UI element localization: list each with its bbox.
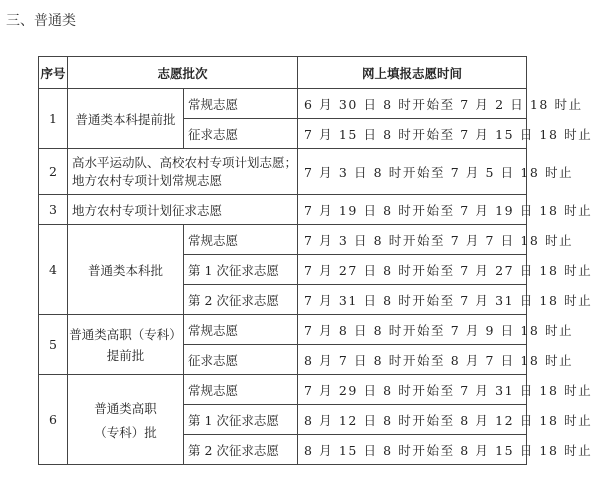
admission-schedule-table: [38, 56, 592, 465]
table-row: [39, 195, 527, 225]
fill-time: 8 月 15 日 8 时开始至 8 月 15 日 18 时止: [298, 435, 527, 465]
volunteer-type: 第 2 次征求志愿: [184, 285, 298, 315]
batch-name: 普通类本科批: [68, 225, 184, 315]
batch-name: 高水平运动队、高校农村专项计划志愿；地方农村专项计划常规志愿: [68, 149, 298, 195]
fill-time: 7 月 3 日 8 时开始至 7 月 7 日 18 时止: [298, 225, 527, 255]
row-number: 2: [39, 149, 68, 195]
fill-time: 8 月 7 日 8 时开始至 8 月 7 日 18 时止: [298, 345, 527, 375]
fill-time: 7 月 15 日 8 时开始至 7 月 15 日 18 时止: [298, 119, 527, 149]
batch-name: [68, 375, 184, 465]
fill-time: 7 月 3 日 8 时开始至 7 月 5 日 18 时止: [298, 149, 527, 195]
batch-name: 地方农村专项计划征求志愿: [68, 195, 298, 225]
volunteer-type: 第 1 次征求志愿: [184, 405, 298, 435]
row-number: 1: [39, 89, 68, 149]
section-title: 三、普通类: [6, 13, 76, 29]
batch-name-line: （专科）批: [94, 424, 157, 440]
row-number: 4: [39, 225, 68, 315]
batch-name-line: 普通类高职: [94, 400, 157, 416]
row-number: 3: [39, 195, 68, 225]
volunteer-type: 第 1 次征求志愿: [184, 255, 298, 285]
table-row: [39, 225, 527, 255]
table-row: [39, 149, 527, 195]
row-number: 5: [39, 315, 68, 375]
volunteer-type: 常规志愿: [184, 375, 298, 405]
fill-time: 7 月 29 日 8 时开始至 7 月 31 日 18 时止: [298, 375, 527, 405]
row-number: 6: [39, 375, 68, 465]
fill-time: 7 月 8 日 8 时开始至 7 月 9 日 18 时止: [298, 315, 527, 345]
fill-time: 8 月 12 日 8 时开始至 8 月 12 日 18 时止: [298, 405, 527, 435]
fill-time: 7 月 19 日 8 时开始至 7 月 19 日 18 时止: [298, 195, 527, 225]
volunteer-type: 常规志愿: [184, 225, 298, 255]
header-batch: 志愿批次: [68, 57, 298, 89]
volunteer-type: 征求志愿: [184, 345, 298, 375]
volunteer-type: 常规志愿: [184, 89, 298, 119]
batch-name: [68, 315, 184, 375]
fill-time: 7 月 27 日 8 时开始至 7 月 27 日 18 时止: [298, 255, 527, 285]
table-row: [39, 375, 527, 405]
fill-time: 7 月 31 日 8 时开始至 7 月 31 日 18 时止: [298, 285, 527, 315]
volunteer-type: 征求志愿: [184, 119, 298, 149]
batch-name-line: 提前批: [106, 348, 145, 363]
table-header-row: [39, 57, 527, 89]
batch-name-line: 普通类高职（专科）: [69, 327, 182, 342]
header-number: 序号: [39, 57, 68, 89]
header-time: 网上填报志愿时间: [298, 57, 527, 89]
table-row: [39, 315, 527, 345]
table-row: [39, 89, 527, 119]
volunteer-type: 常规志愿: [184, 315, 298, 345]
volunteer-type: 第 2 次征求志愿: [184, 435, 298, 465]
batch-name: 普通类本科提前批: [68, 89, 184, 149]
fill-time: 6 月 30 日 8 时开始至 7 月 2 日 18 时止: [298, 89, 527, 119]
